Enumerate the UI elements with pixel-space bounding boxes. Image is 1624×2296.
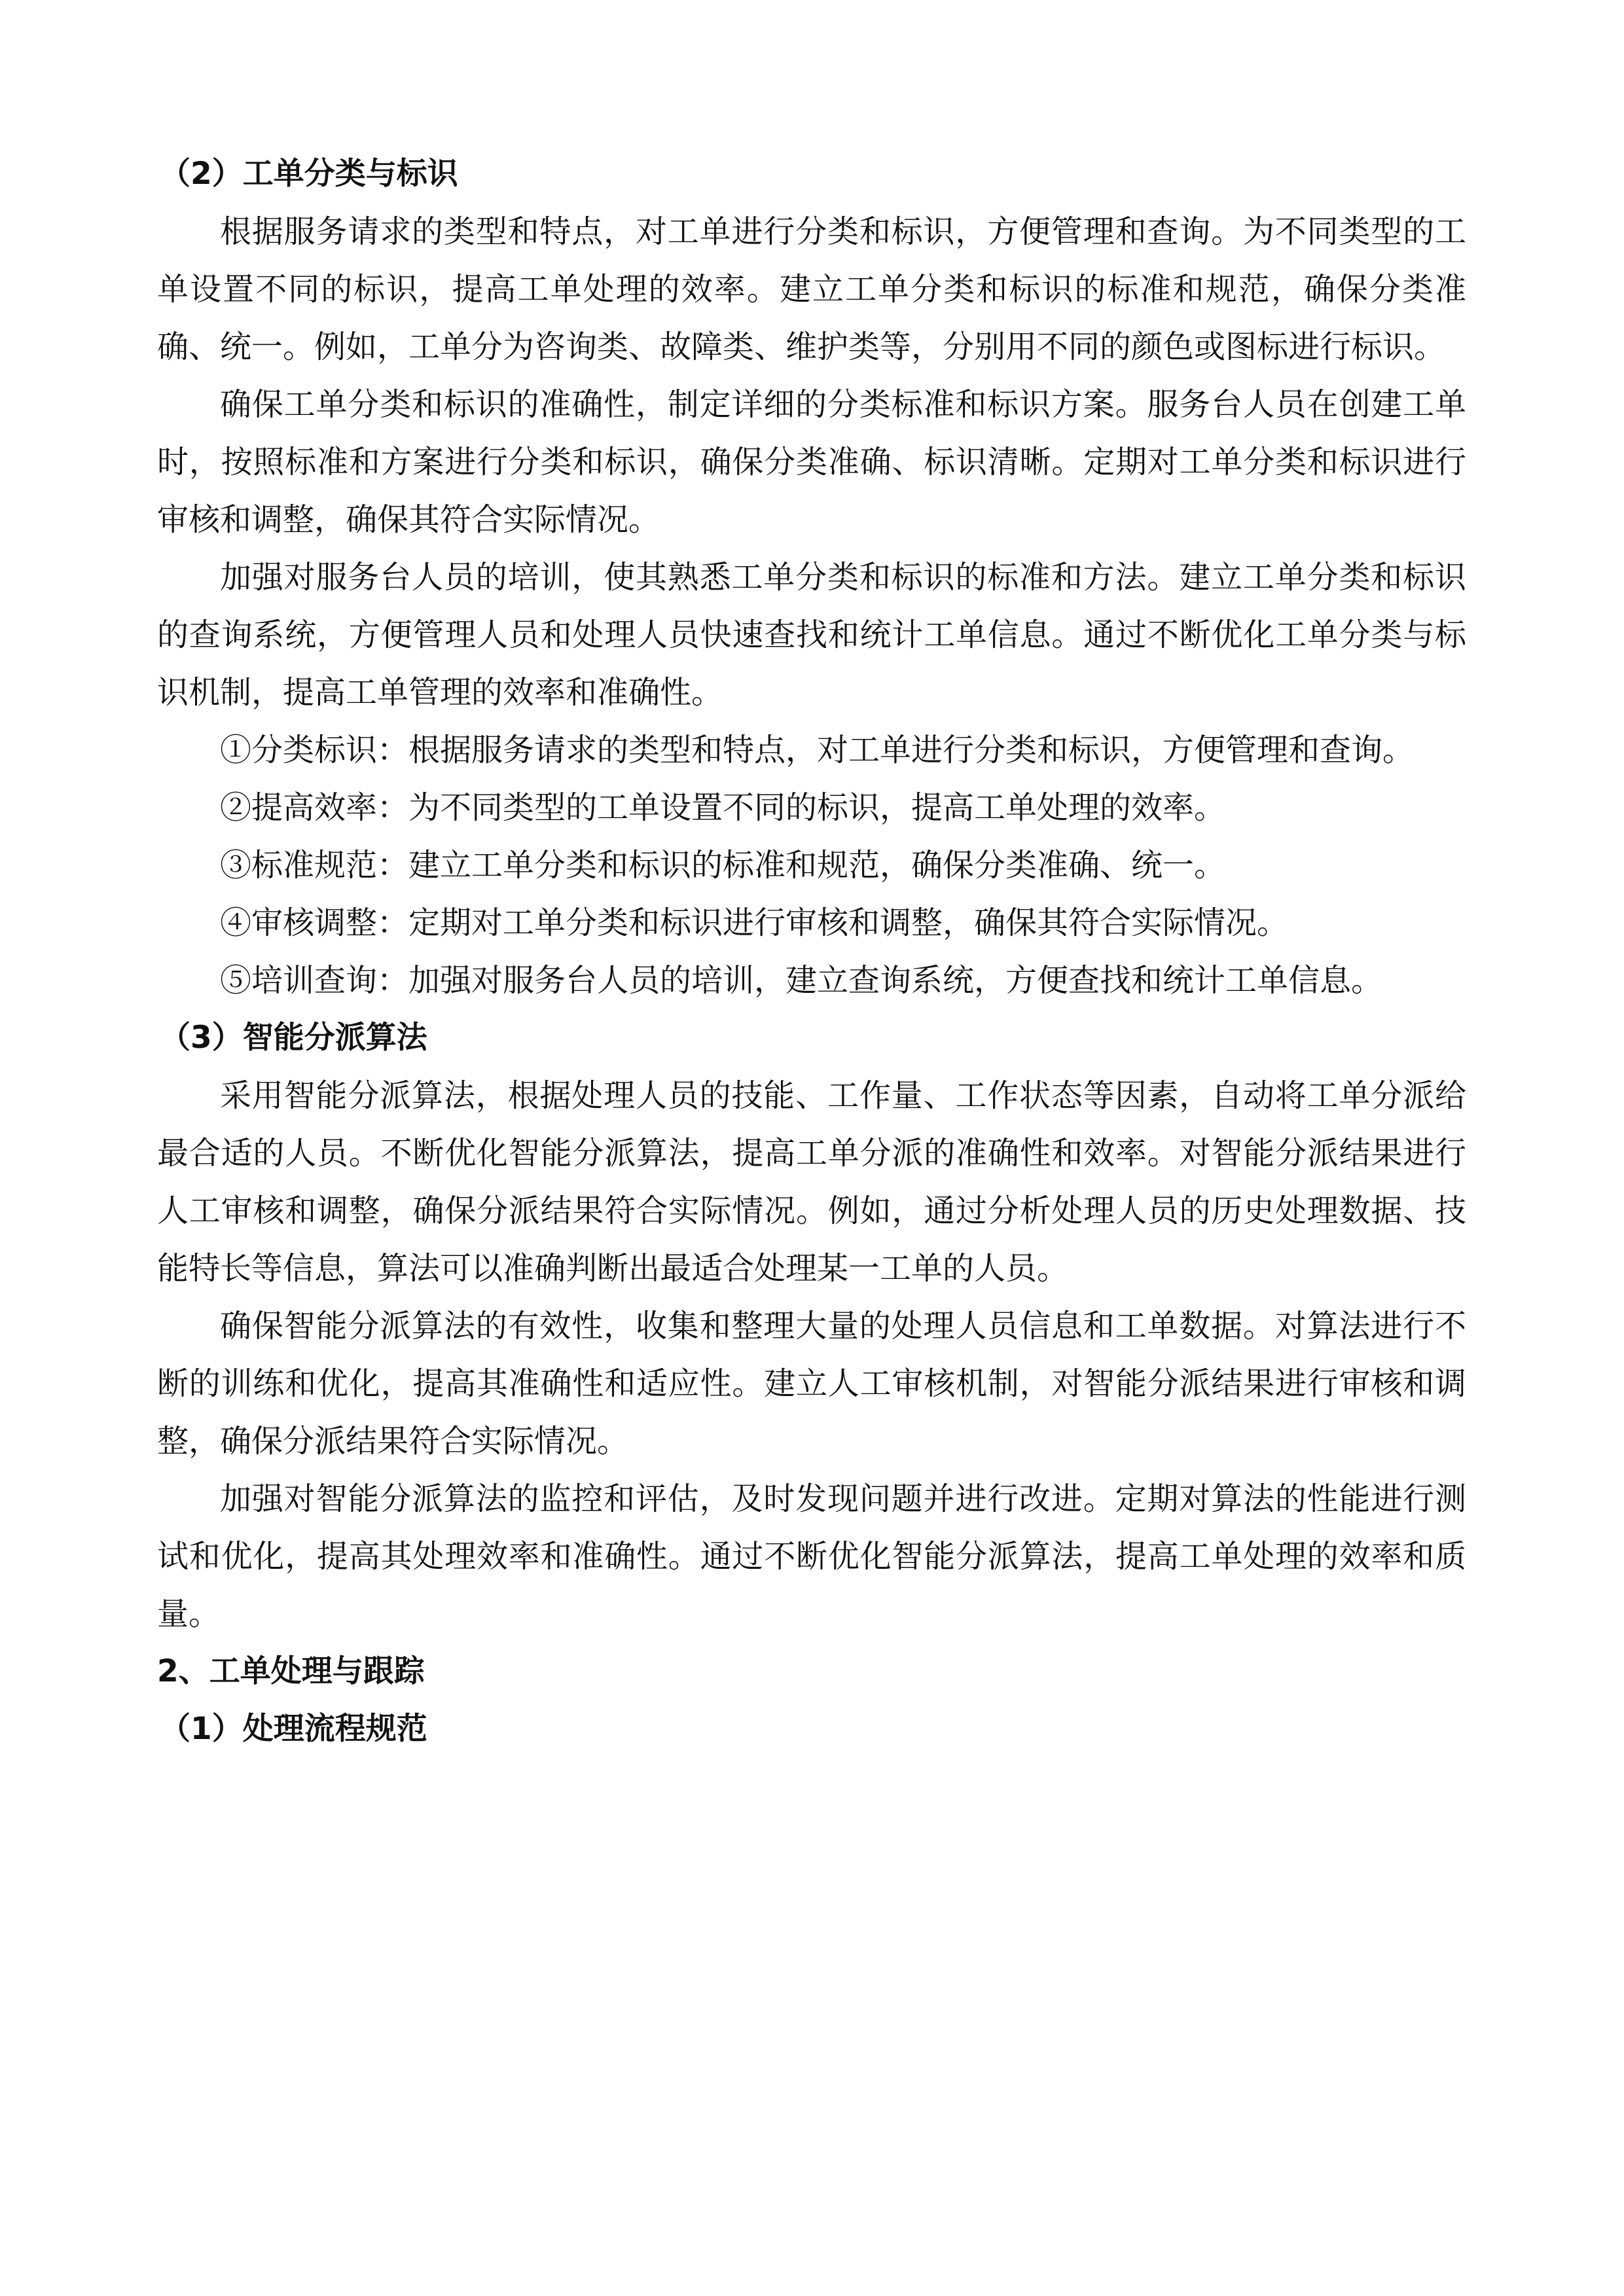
paragraph: 根据服务请求的类型和特点，对工单进行分类和标识，方便管理和查询。为不同类型的工单设置不同的标识，提高工单处理的效率。建立工单分类和标识的标准和规范，确保分类准确、统一。例如，工单分为咨询类、故障类、维护类等，分别用不同的颜色或图标进行标识。 (157, 213, 1466, 365)
document-body (157, 145, 1466, 1758)
section-heading-classification: （2）工单分类与标识 (160, 156, 458, 192)
list-item: ①分类标识：根据服务请求的类型和特点，对工单进行分类和标识，方便管理和查询。 (220, 732, 1415, 768)
section-heading-processing: 2、工单处理与跟踪 (157, 1653, 425, 1689)
list-item: ④审核调整：定期对工单分类和标识进行审核和调整，确保其符合实际情况。 (220, 905, 1289, 941)
numbered-list (157, 721, 1466, 1009)
list-item: ③标准规范：建立工单分类和标识的标准和规范，确保分类准确、统一。 (220, 847, 1226, 884)
paragraph: 加强对服务台人员的培训，使其熟悉工单分类和标识的标准和方法。建立工单分类和标识的查询系统，方便管理人员和处理人员快速查找和统计工单信息。通过不断优化工单分类与标识机制，提高工单管理的效率和准确性。 (157, 559, 1466, 711)
paragraph: 确保工单分类和标识的准确性，制定详细的分类标准和标识方案。服务台人员在创建工单时，按照标准和方案进行分类和标识，确保分类准确、标识清晰。定期对工单分类和标识进行审核和调整，确保其符合实际情况。 (157, 386, 1466, 538)
list-item: ⑤培训查询：加强对服务台人员的培训，建立查询系统，方便查找和统计工单信息。 (220, 962, 1383, 999)
paragraph: 加强对智能分派算法的监控和评估，及时发现问题并进行改进。定期对算法的性能进行测试和优化，提高其处理效率和准确性。通过不断优化智能分派算法，提高工单处理的效率和质量。 (157, 1480, 1466, 1632)
paragraph: 确保智能分派算法的有效性，收集和整理大量的处理人员信息和工单数据。对算法进行不断的训练和优化，提高其准确性和适应性。建立人工审核机制，对智能分派结果进行审核和调整，确保分派结果符合实际情况。 (157, 1308, 1466, 1460)
paragraph: 采用智能分派算法，根据处理人员的技能、工作量、工作状态等因素，自动将工单分派给最合适的人员。不断优化智能分派算法，提高工单分派的准确性和效率。对智能分派结果进行人工审核和调整，确保分派结果符合实际情况。例如，通过分析处理人员的历史处理数据、技能特长等信息，算法可以准确判断出最适合处理某一工单的人员。 (157, 1077, 1466, 1287)
list-item: ②提高效率：为不同类型的工单设置不同的标识，提高工单处理的效率。 (220, 789, 1226, 826)
section-heading-dispatch: （3）智能分派算法 (160, 1020, 427, 1056)
section-heading-process-spec: （1）处理流程规范 (160, 1711, 427, 1747)
